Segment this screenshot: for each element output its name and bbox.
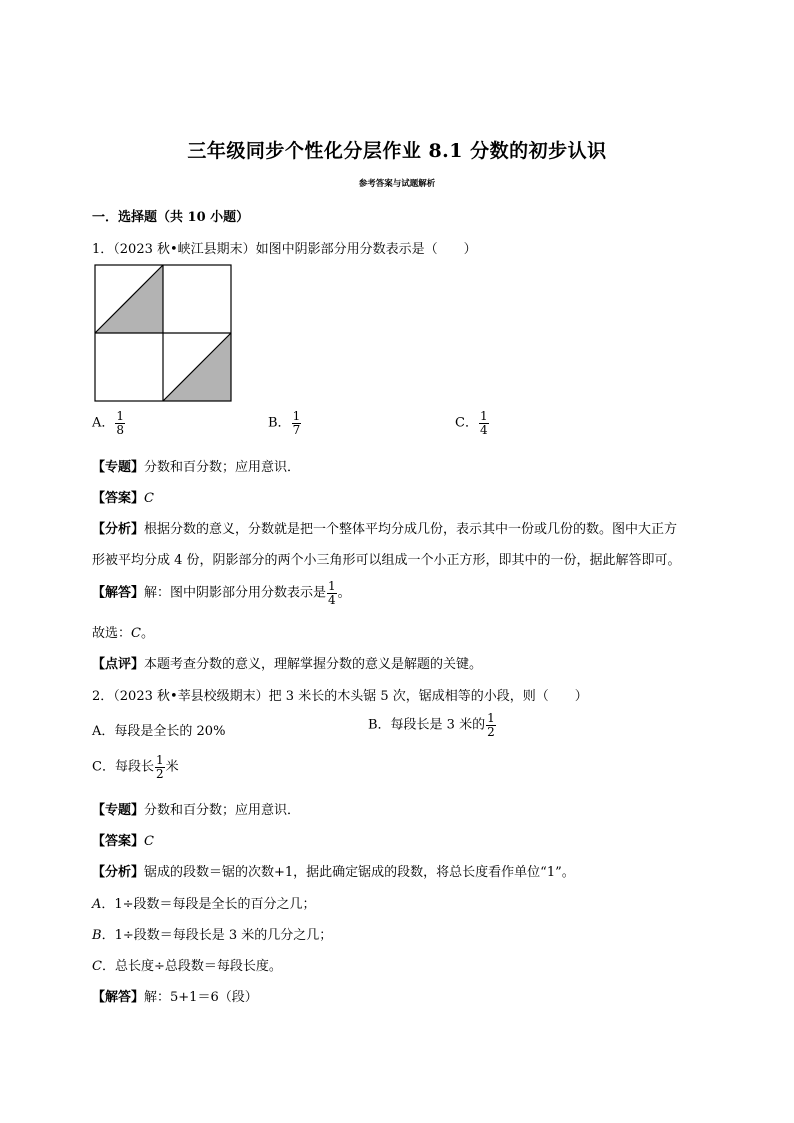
q2-topic: [92, 799, 300, 818]
question-2-number: 2．: [92, 689, 114, 704]
question-2-stem: [92, 685, 588, 704]
q1-analysis-text1: 根据分数的意义，分数就是把一个整体平均分成几份，表示其中一份或几份的数。图中大正方: [144, 522, 678, 537]
option-b: [268, 410, 302, 436]
q1-solution-denominator: 4: [328, 592, 336, 607]
q1-comment-text: 本题考查分数的意义，理解掌握分数的意义是解题的关键。: [144, 657, 483, 672]
q1-answer-value: C: [144, 491, 154, 506]
q2-option-b: [368, 712, 497, 738]
q1-comment: [92, 653, 482, 672]
q2-analysis-c-text: ．总长度÷总段数＝每段长度。: [101, 959, 282, 974]
option-c-fraction: [479, 410, 489, 436]
q1-solution-numerator: 1: [328, 579, 336, 593]
page-subtitle: 参考答案与试题解析: [358, 179, 436, 189]
q2-option-b-text: B．每段长是 3 米的: [368, 717, 486, 733]
option-c-numerator: 1: [479, 409, 488, 423]
q1-choice-value: C: [131, 626, 141, 641]
q2-analysis-a-text: ．1÷段数＝每段是全长的百分之几；: [101, 897, 316, 912]
option-c-denominator: 4: [479, 422, 488, 437]
q1-solution-text: 解：图中阴影部分用分数表示是: [144, 585, 327, 601]
q2-analysis-c: [92, 955, 282, 974]
option-a-numerator: 1: [116, 409, 125, 423]
q2-answer: [92, 830, 154, 849]
q1-choice-end: 。: [140, 626, 154, 641]
q2-analysis-a-label: A: [92, 897, 102, 912]
option-b-numerator: 1: [292, 409, 301, 423]
q1-answer-tag: 【答案】: [92, 491, 145, 506]
q1-analysis-tag: 【分析】: [92, 522, 145, 537]
q2-analysis-tag: 【分析】: [92, 865, 145, 880]
option-b-denominator: 7: [292, 422, 301, 437]
q2-solution-tag: 【解答】: [92, 990, 145, 1005]
q1-topic-text: 分数和百分数；应用意识．: [144, 460, 301, 475]
q2-option-a: A．每段是全长的 20%: [92, 724, 226, 739]
q1-solution-tag: 【解答】: [92, 585, 145, 601]
option-b-fraction: [292, 410, 302, 436]
option-a-label: A．: [92, 415, 115, 431]
question-1-text: （2023 秋•峡江县期末）如图中阴影部分用分数表示是（ ）: [113, 242, 477, 257]
question-1-figure: [94, 264, 232, 402]
q2-solution-text: 解：5+1＝6（段）: [144, 990, 258, 1005]
q1-solution-fraction: [327, 580, 337, 606]
question-2-text: （2023 秋•莘县校级期末）把 3 米长的木头锯 5 次，锯成相等的小段，则（ ）: [113, 689, 588, 704]
option-b-label: B．: [268, 415, 291, 431]
q2-option-c-numerator: 1: [155, 753, 164, 767]
option-a: [92, 410, 126, 436]
q1-solution: [92, 580, 351, 606]
q1-topic-tag: 【专题】: [92, 460, 145, 475]
q1-solution-end: 。: [337, 585, 351, 601]
q2-option-c-text: C．每段长: [92, 759, 154, 775]
q2-analysis-b: [92, 924, 332, 943]
q2-option-b-denominator: 2: [487, 724, 495, 739]
q2-option-b-numerator: 1: [487, 711, 495, 725]
q2-answer-tag: 【答案】: [92, 834, 145, 849]
q1-answer: [92, 487, 154, 506]
q2-analysis-b-text: ．1÷段数＝每段长是 3 米的几分之几；: [101, 928, 333, 943]
q2-option-c-denominator: 2: [155, 766, 164, 781]
q1-analysis-line2: 形被平均分成 4 份，阴影部分的两个小三角形可以组成一个小正方形，即其中的一份，据此解答即可。: [92, 553, 681, 568]
question-1-stem: [92, 238, 477, 257]
q1-topic: [92, 456, 300, 475]
option-a-fraction: [115, 410, 125, 436]
q2-option-c-fraction: [155, 754, 165, 780]
option-c: [455, 410, 490, 436]
q2-topic-text: 分数和百分数；应用意识．: [144, 803, 301, 818]
q1-comment-tag: 【点评】: [92, 657, 145, 672]
q1-choice: [92, 622, 154, 641]
q2-topic-tag: 【专题】: [92, 803, 145, 818]
q2-answer-value: C: [144, 834, 154, 849]
q2-analysis-text1: 锯成的段数＝锯的次数+1，据此确定锯成的段数，将总长度看作单位“1”。: [144, 865, 575, 880]
q2-option-c-unit: 米: [165, 759, 179, 775]
q2-option-b-fraction: [486, 712, 496, 738]
section-heading: 一．选择题（共 10 小题）: [92, 210, 250, 225]
q2-analysis-b-label: B: [92, 928, 102, 943]
q2-solution: [92, 986, 258, 1005]
q1-choice-text: 故选：: [92, 626, 132, 641]
page-title: 三年级同步个性化分层作业 8.1 分数的初步认识: [187, 140, 607, 162]
question-1-number: 1．: [92, 242, 114, 257]
q1-analysis-line1: [92, 518, 677, 537]
q2-option-c: [92, 754, 179, 780]
q2-analysis-line1: [92, 861, 575, 880]
q2-analysis-a: [92, 893, 316, 912]
option-c-label: C．: [455, 415, 478, 431]
q2-analysis-c-label: C: [92, 959, 102, 974]
option-a-denominator: 8: [116, 422, 125, 437]
